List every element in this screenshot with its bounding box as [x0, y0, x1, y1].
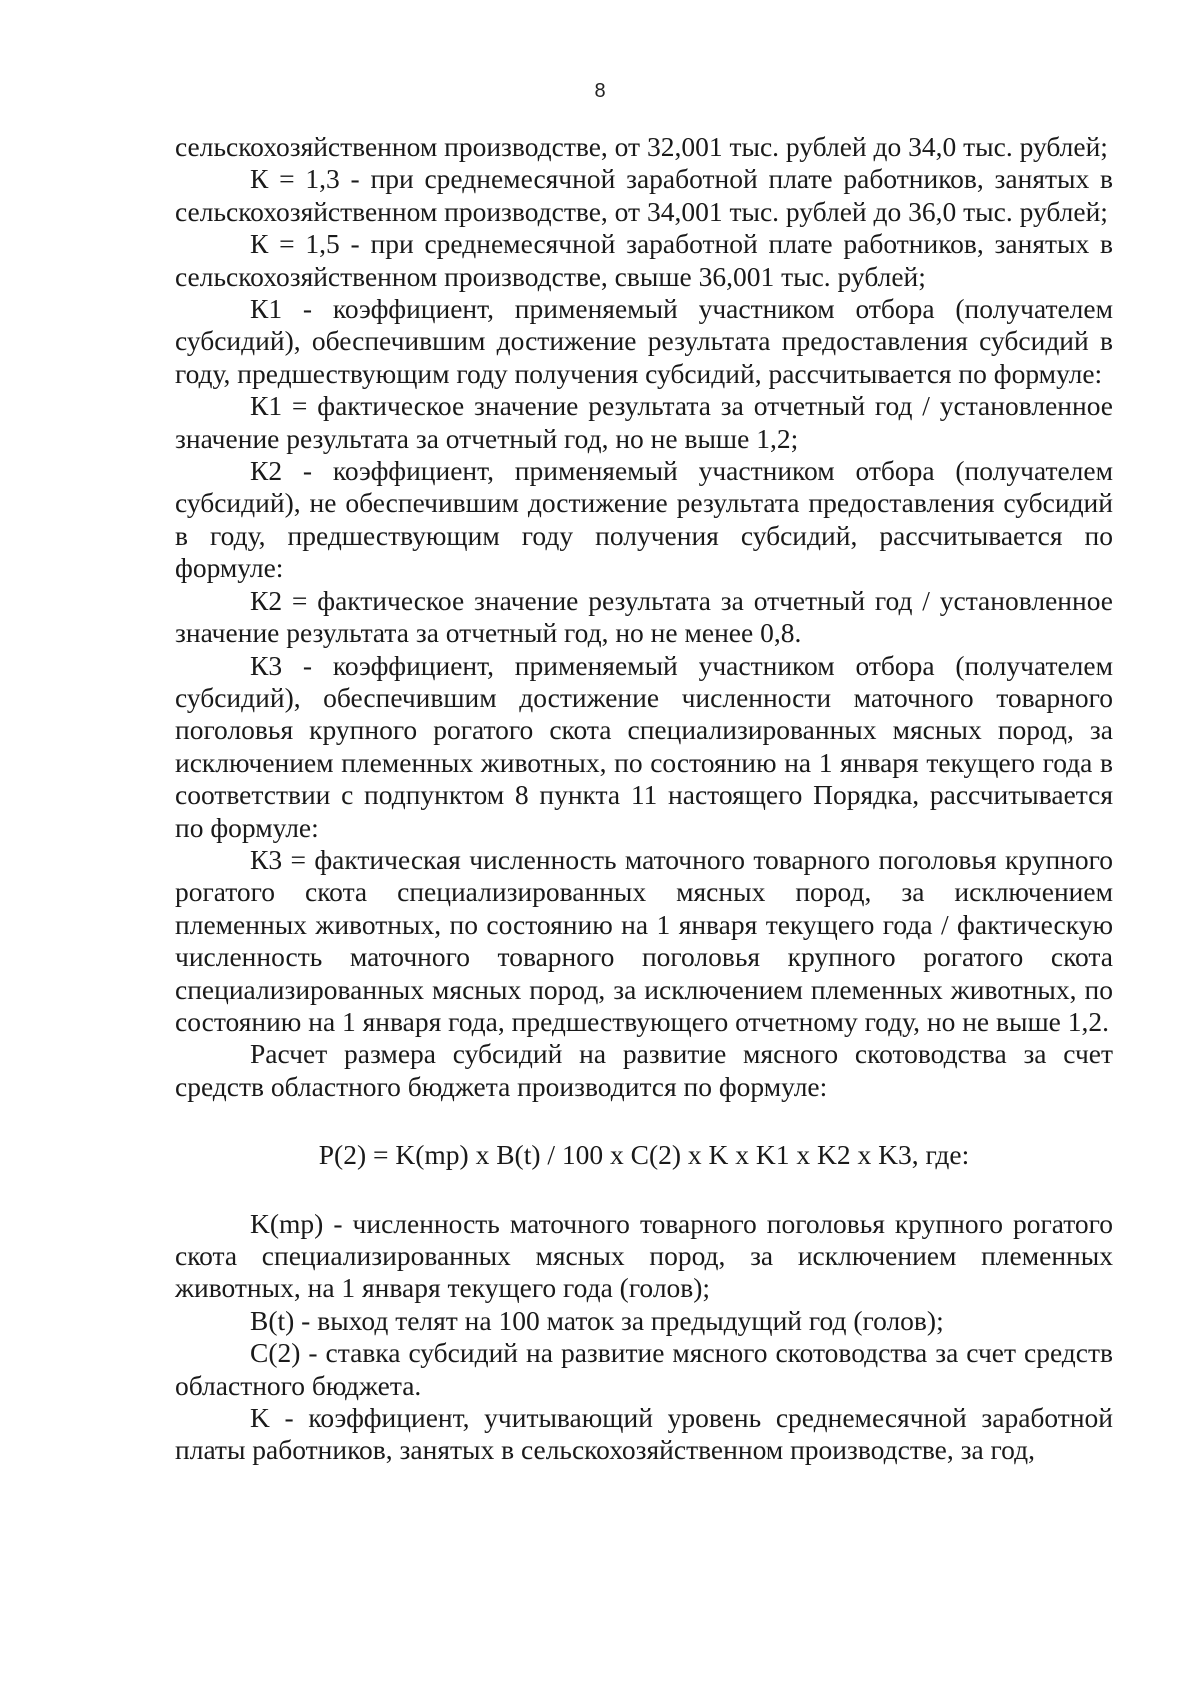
paragraph-7: К2 = фактическое значение результата за отчетный год / установленное значение результата за отчетный год, но не менее 0,8. — [175, 584, 1113, 649]
definition-bt: B(t) - выход телят на 100 маток за предыдущий год (голов); — [250, 1304, 944, 1336]
definition-k: K - коэффициент, учитывающий уровень среднемесячной заработной платы работников, занятых в сельскохозяйственном производстве, за год, — [175, 1402, 1113, 1466]
definition-kmp: K(mp) - численность маточного товарного поголовья крупного рогатого скота специализированных мясных пород, за исключением племенных животных, на 1 января текущего года (голов); — [175, 1207, 1113, 1304]
paragraph-1: сельскохозяйственном производстве, от 32,001 тыс. рублей до 34,0 тыс. рублей; — [175, 131, 1108, 162]
paragraph-8: К3 - коэффициент, применяемый участником отбора (получателем субсидий), обеспечившим достижение численности маточного товарного поголовья крупного рогатого скота специализированных мясных пород, за исключением племенных животных, по состоянию на 1 января текущего года в соответствии с подпунктом 8 пункта 11 настоящего Порядка, рассчитывается по формуле: — [175, 649, 1113, 843]
page-number: 8 — [594, 80, 606, 102]
definition-c2: C(2) - ставка субсидий на развитие мясного скотоводства за счет средств областного бюджета. — [175, 1337, 1113, 1401]
paragraph-9: К3 = фактическая численность маточного товарного поголовья крупного рогатого скота специализированных мясных пород, за исключением племенных животных, по состоянию на 1 января текущего года / фактическую численность маточного товарного поголовья крупного рогатого скота специализированных мясных пород, за исключением племенных животных, по состоянию на 1 января года, предшествующего отчетному году, но не выше 1,2. — [175, 843, 1113, 1037]
paragraph-2: К = 1,3 - при среднемесячной заработной плате работников, занятых в сельскохозяйственном производстве, от 34,001 тыс. рублей до 36,0 тыс. рублей; — [175, 163, 1113, 227]
paragraph-5: К1 = фактическое значение результата за отчетный год / установленное значение результата за отчетный год, но не выше 1,2; — [175, 390, 1113, 454]
paragraph-10: Расчет размера субсидий на развитие мясного скотоводства за счет средств областного бюджета производится по формуле: — [175, 1038, 1113, 1102]
document-body — [175, 131, 1113, 1467]
paragraph-6: К2 - коэффициент, применяемый участником отбора (получателем субсидий), не обеспечившим достижение результата предоставления субсидий в году, предшествующим году получения субсидий, рассчитывается по формуле: — [175, 455, 1113, 584]
paragraph-3: К = 1,5 - при среднемесячной заработной плате работников, занятых в сельскохозяйственном производстве, свыше 36,001 тыс. рублей; — [175, 228, 1113, 292]
paragraph-4: К1 - коэффициент, применяемый участником отбора (получателем субсидий), обеспечившим достижение результата предоставления субсидий в году, предшествующим году получения субсидий, рассчитывается по формуле: — [175, 293, 1113, 389]
subsidy-formula: P(2) = K(mp) x B(t) / 100 x C(2) x K x K1 x K2 x K3, где: — [318, 1139, 970, 1171]
